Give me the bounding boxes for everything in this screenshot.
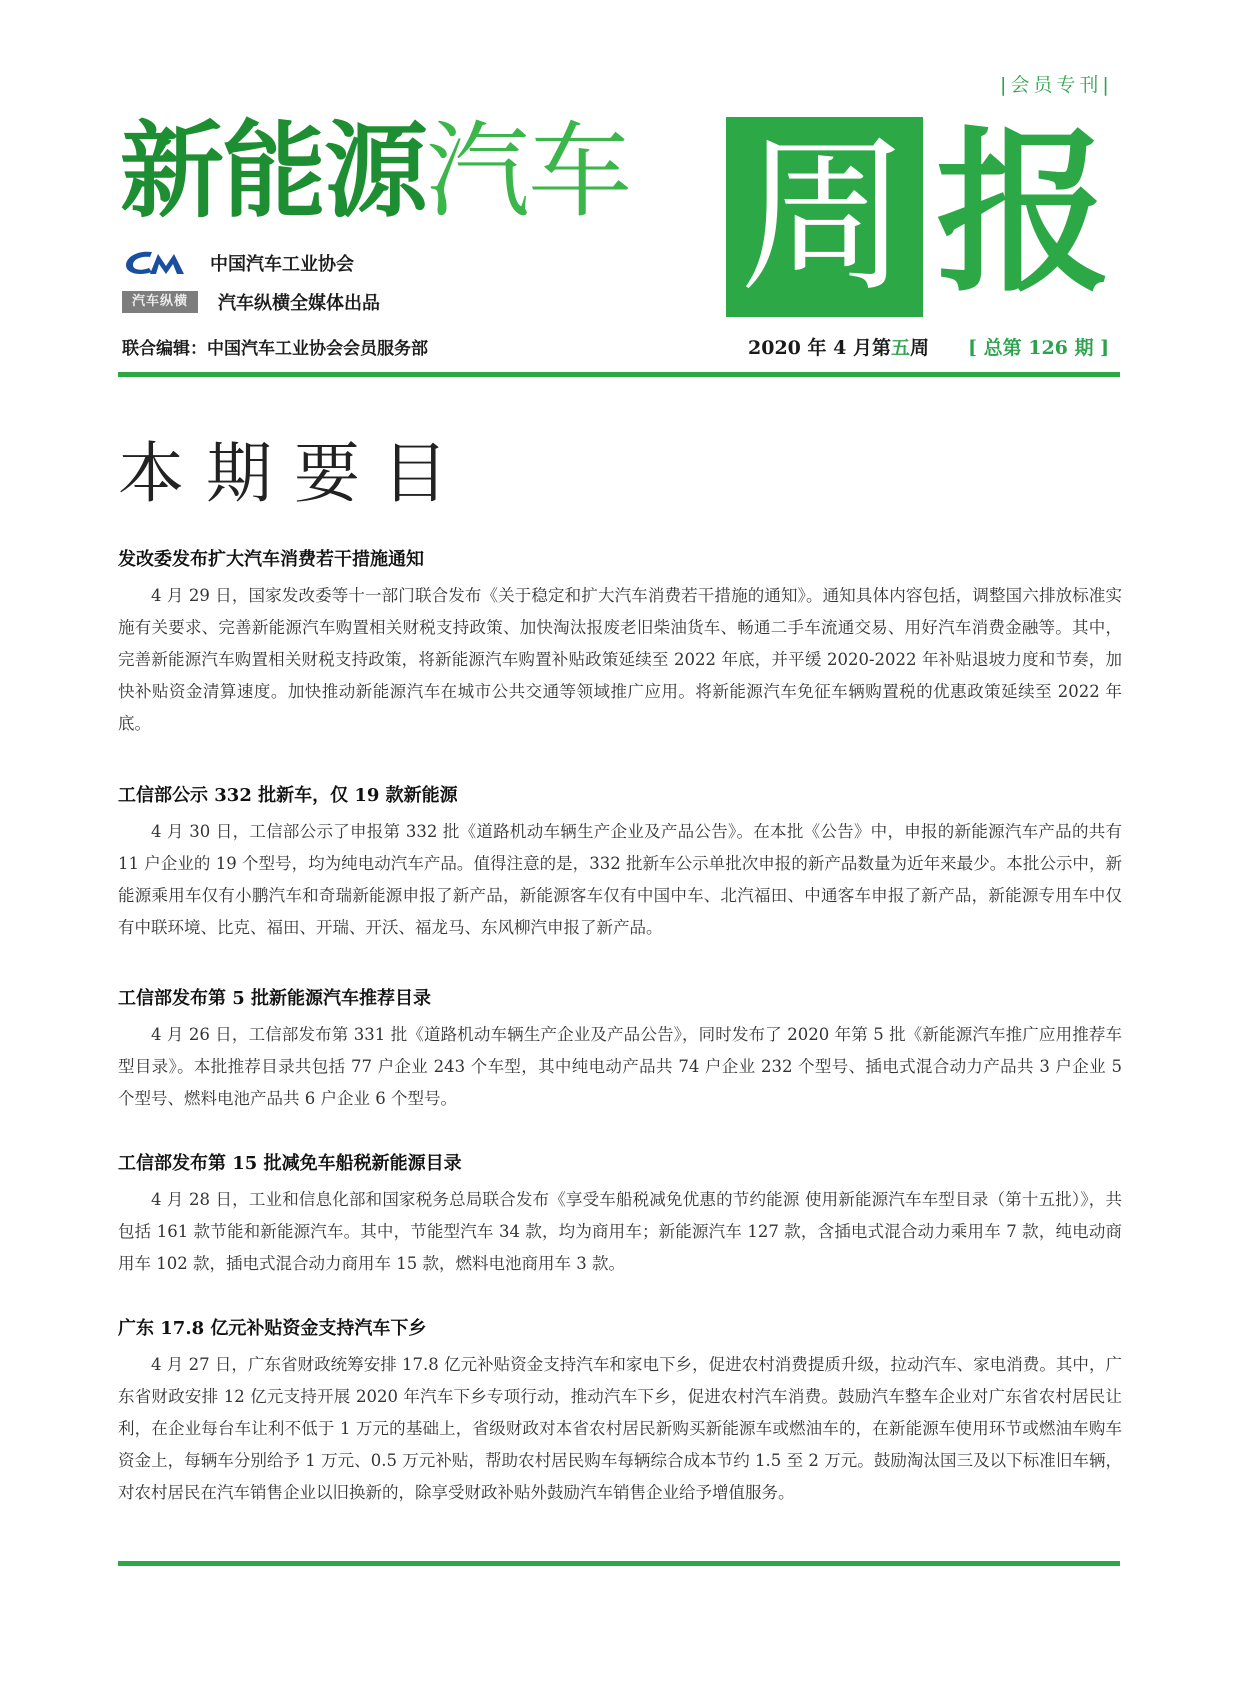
title-part-newenergy: 新能源	[120, 110, 427, 232]
article-1	[118, 546, 1122, 740]
article-body: 4 月 30 日，工信部公示了申报第 332 批《道路机动车辆生产企业及产品公告》。在本批《公告》中，申报的新能源汽车产品的共有 11 户企业的 19 个型号，均为纯电动汽车产品。值得注意的是，332 批新车公示单批次申报的新产品数量为近年来最少。本批公示中，新能源乘用车仅有小鹏汽车和奇瑞新能源申报了新产品，新能源客车仅有中国中车、北汽福田、中通客车申报了新产品，新能源专用车中仅有中联环境、比克、福田、开瑞、开沃、福龙马、东风柳汽申报了新产品。	[118, 822, 1122, 937]
caam-logo-icon	[122, 248, 190, 278]
date-week: 五	[890, 337, 910, 359]
article-4	[118, 1150, 1122, 1280]
article-title: 广东 17.8 亿元补贴资金支持汽车下乡	[118, 1318, 427, 1339]
title-part-auto: 汽车	[426, 110, 631, 232]
toc-title: 本期要目	[118, 435, 470, 512]
article-5	[118, 1315, 1122, 1509]
issue-number: [ 总第 126 期 ]	[968, 337, 1110, 359]
editor-line: 联合编辑：中国汽车工业协会会员服务部	[122, 339, 428, 359]
footer-rule	[118, 1561, 1120, 1566]
article-2	[118, 782, 1122, 944]
article-body: 4 月 28 日，工业和信息化部和国家税务总局联合发布《享受车船税减免优惠的节约能源 使用新能源汽车车型目录（第十五批）》，共包括 161 款节能和新能源汽车。其中，节能型汽车 34 款，均为商用车；新能源汽车 127 款，含插电式混合动力乘用车 7 款，纯电动商用车 102 款，插电式混合动力商用车 15 款，燃料电池商用车 3 款。	[118, 1190, 1122, 1273]
article-3	[118, 985, 1122, 1115]
weekly-char-bao: 报	[936, 113, 1111, 316]
date-suffix: 周	[909, 337, 929, 359]
header-rule	[118, 372, 1120, 377]
article-title: 工信部发布第 5 批新能源汽车推荐目录	[118, 988, 432, 1009]
weekly-char-zhou: 周	[739, 118, 910, 316]
article-body: 4 月 27 日，广东省财政统筹安排 17.8 亿元补贴资金支持汽车和家电下乡，促进农村消费提质升级，拉动汽车、家电消费。其中，广东省财政安排 12 亿元支持开展 2020 年汽车下乡专项行动，推动汽车下乡，促进农村汽车消费。鼓励汽车整车企业对广东省农村居民让利，在企业每台车让利不低于 1 万元的基础上，省级财政对本省农村居民新购买新能源车或燃油车的，在新能源车使用环节或燃油车购车资金上，每辆车分别给予 1 万元、0.5 万元补贴，帮助农村居民购车每辆综合成本节约 1.5 至 2 万元。鼓励淘汰国三及以下标准旧车辆，对农村居民在汽车销售企业以旧换新的，除享受财政补贴外鼓励汽车销售企业给予增值服务。	[118, 1355, 1122, 1502]
article-title: 工信部公示 332 批新车，仅 19 款新能源	[118, 785, 458, 806]
date-prefix: 2020 年 4 月第	[748, 337, 891, 359]
article-title: 工信部发布第 15 批减免车船税新能源目录	[118, 1153, 462, 1174]
org-name-caam: 中国汽车工业协会	[210, 254, 354, 275]
article-body: 4 月 26 日，工信部发布第 331 批《道路机动车辆生产企业及产品公告》，同时发布了 2020 年第 5 批《新能源汽车推广应用推荐车型目录》。本批推荐目录共包括 77 户企业 243 个车型，其中纯电动产品共 74 户企业 232 个型号、插电式混合动力产品共 3 户企业 5 个型号、燃料电池产品共 6 户企业 6 个型号。	[118, 1025, 1122, 1108]
autoreview-logo-icon: 汽车纵横	[122, 291, 198, 313]
org-name-autoreview: 汽车纵横全媒体出品	[218, 293, 380, 314]
masthead-title	[120, 112, 630, 230]
weekly-box	[726, 117, 923, 317]
article-body: 4 月 29 日，国家发改委等十一部门联合发布《关于稳定和扩大汽车消费若干措施的通知》。通知具体内容包括，调整国六排放标准实施有关要求、完善新能源汽车购置相关财税支持政策、加快淘汰报废老旧柴油货车、畅通二手车流通交易、用好汽车消费金融等。其中，完善新能源汽车购置相关财税支持政策，将新能源汽车购置补贴政策延续至 2022 年底，并平缓 2020-2022 年补贴退坡力度和节奏，加快补贴资金清算速度。加快推动新能源汽车在城市公共交通等领域推广应用。将新能源汽车免征车辆购置税的优惠政策延续至 2022 年底。	[118, 586, 1122, 733]
issue-date	[748, 333, 929, 360]
member-tag: |会员专刊|	[1000, 74, 1113, 96]
org-row-caam	[122, 248, 354, 278]
article-title: 发改委发布扩大汽车消费若干措施通知	[118, 549, 424, 570]
org-row-autoreview	[122, 287, 380, 317]
